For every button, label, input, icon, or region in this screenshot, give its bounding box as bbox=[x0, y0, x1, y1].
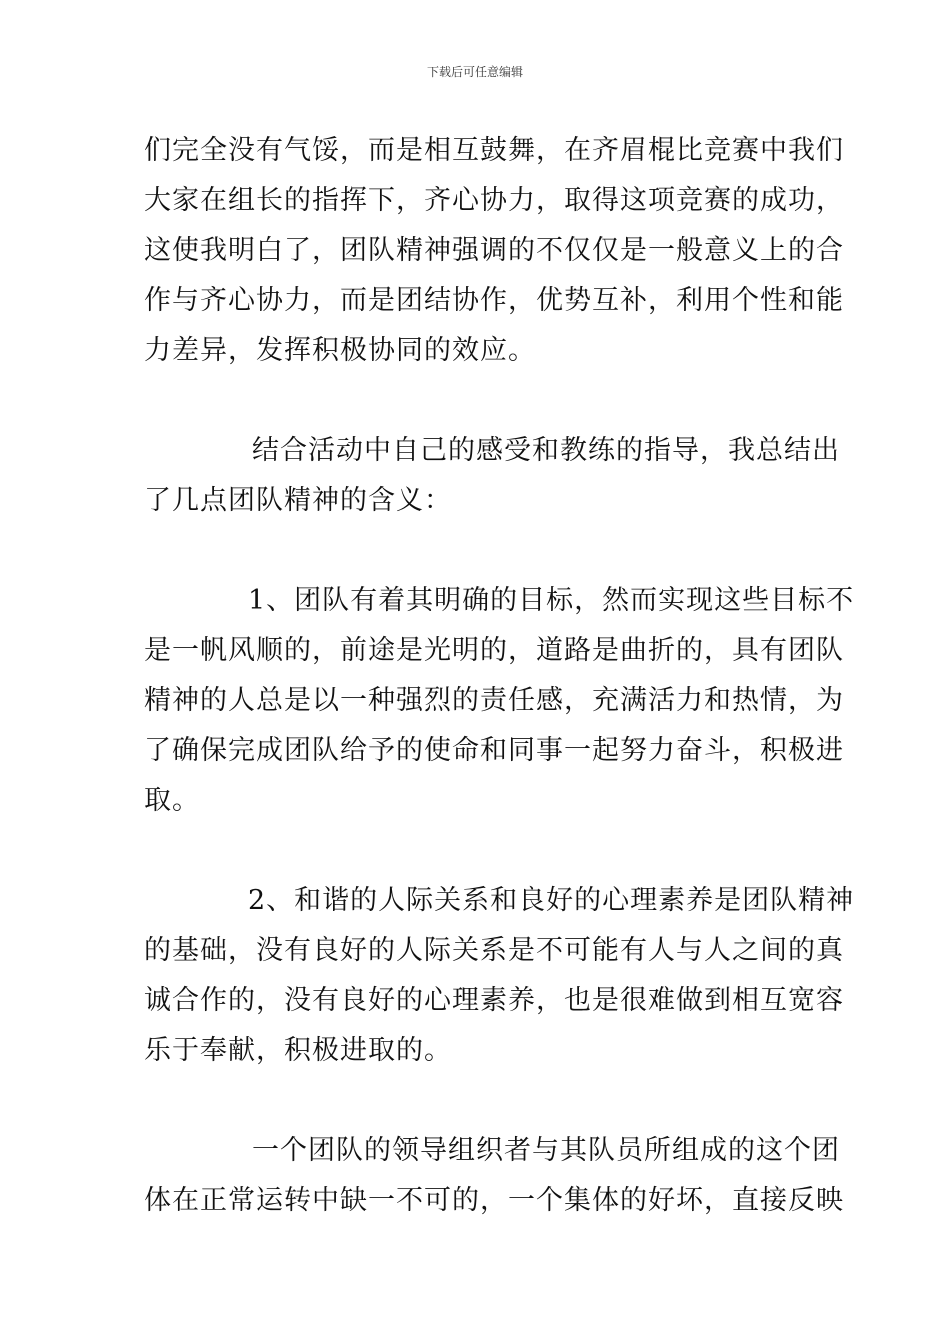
paragraph-gap bbox=[144, 526, 816, 576]
text-line: 了几点团队精神的含义： bbox=[144, 485, 452, 516]
paragraph-gap bbox=[144, 1076, 816, 1126]
paragraph-teamwork-competition bbox=[144, 126, 844, 376]
text-line: 诚合作的，没有良好的心理素养，也是很难做到相互宽容 bbox=[144, 985, 844, 1016]
document-body bbox=[144, 126, 855, 1226]
text-line: 大家在组长的指挥下，齐心协力，取得这项竞赛的成功， bbox=[144, 185, 844, 216]
paragraph-point-one bbox=[144, 576, 855, 826]
paragraph-leadership bbox=[144, 1126, 844, 1226]
text-line: 这使我明白了，团队精神强调的不仅仅是一般意义上的合 bbox=[144, 235, 844, 266]
text-line: 1、团队有着其明确的目标，然而实现这些目标不 bbox=[248, 585, 855, 616]
text-line: 乐于奉献，积极进取的。 bbox=[144, 1035, 452, 1066]
paragraph-point-two bbox=[144, 876, 855, 1076]
text-line: 2、和谐的人际关系和良好的心理素养是团队精神 bbox=[248, 885, 855, 916]
text-line: 的基础，没有良好的人际关系是不可能有人与人之间的真 bbox=[144, 935, 844, 966]
text-line: 精神的人总是以一种强烈的责任感，充满活力和热情，为 bbox=[144, 685, 844, 716]
paragraph-summary-intro bbox=[144, 426, 840, 526]
text-line: 取。 bbox=[144, 785, 200, 816]
paragraph-gap bbox=[144, 376, 816, 426]
text-line: 结合活动中自己的感受和教练的指导，我总结出 bbox=[252, 435, 840, 466]
text-line: 是一帆风顺的，前途是光明的，道路是曲折的，具有团队 bbox=[144, 635, 844, 666]
text-line: 了确保完成团队给予的使命和同事一起努力奋斗，积极进 bbox=[144, 735, 844, 766]
text-line: 体在正常运转中缺一不可的，一个集体的好坏，直接反映 bbox=[144, 1185, 844, 1216]
text-line: 一个团队的领导组织者与其队员所组成的这个团 bbox=[252, 1135, 840, 1166]
text-line: 作与齐心协力，而是团结协作，优势互补，利用个性和能 bbox=[144, 285, 844, 316]
paragraph-gap bbox=[144, 826, 816, 876]
text-line: 们完全没有气馁，而是相互鼓舞，在齐眉棍比竞赛中我们 bbox=[144, 135, 844, 166]
page-header-note: 下载后可任意编辑 bbox=[426, 65, 523, 79]
text-line: 力差异，发挥积极协同的效应。 bbox=[144, 335, 536, 366]
